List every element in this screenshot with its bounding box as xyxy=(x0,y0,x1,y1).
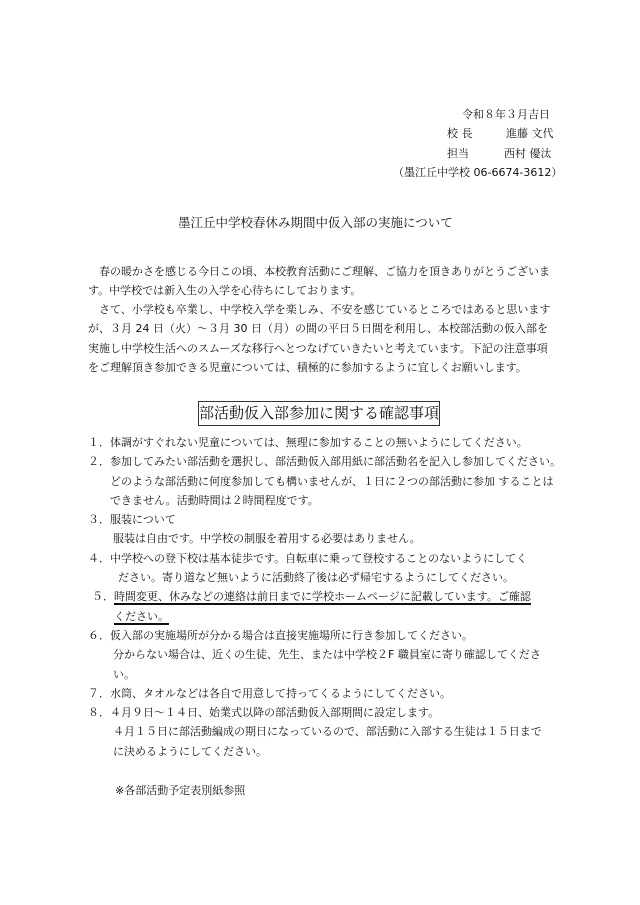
item-continuation: ださい。寄り道など無いように活動終了後は必ず帰宅するようにしてください。 xyxy=(118,571,514,585)
list-item xyxy=(88,433,564,452)
list-item xyxy=(88,703,564,761)
list-item xyxy=(92,587,564,626)
item-number: ３． xyxy=(88,513,110,527)
item-subtext: 服装は自由です。中学校の制服を着用する必要はありません。 xyxy=(113,532,421,546)
item-number: ６． xyxy=(88,628,110,642)
list-item xyxy=(88,684,564,703)
item-text: 体調がすぐれない児童については、無理に参加することの無いようにしてください。 xyxy=(110,436,528,449)
item-number: ７． xyxy=(88,686,110,700)
intro-paragraph-2: さて、小学校も卒業し、中学校入学を楽しみ、不安を感じているところではあると思いますが、３月 24 日（火）～３月 30 日（月）の間の平日５日間を利用し、本校部活動の仮入部を実施し中学校生活へのスムーズな移行へとつなげていきたいと考えています。下記の注意事項をご理解頂き参加できる児童については、積極的に参加するように宜しくお願いします。 xyxy=(88,303,551,374)
intro-paragraph-1: 春の暖かさを感じる今日この頃、本校教育活動にご理解、ご協力を頂きありがとうございます。中学校では新入生の入学を心待ちにしております。 xyxy=(88,265,550,298)
item-text: ４月９日～１４日、始業式以降の部活動仮入部期間に設定します。 xyxy=(110,706,440,720)
item-text: 参加してみたい部活動を選択し、部活動仮入部用紙に部活動名を記入し参加してください。どのような部活動に何度参加しても構いませんが、１日に２つの部活動に参加 することはできません。活動時間は２時間程度です。 xyxy=(110,455,561,507)
item-text: 水筒、タオルなどは各自で用意して持ってくるようにしてください。 xyxy=(110,686,451,700)
checklist xyxy=(88,433,564,761)
item-subtext: ４月１５日に部活動編成の期日になっているので、部活動に入部する生徒は１５日までに決めるようにしてください。 xyxy=(113,725,542,758)
list-item xyxy=(88,510,564,549)
item-number: ２． xyxy=(88,455,110,469)
item-text: 服装について xyxy=(110,513,176,527)
list-item xyxy=(88,549,564,588)
item-number: ８． xyxy=(88,706,110,720)
item-subtext: 分からない場合は、近くの生徒、先生、または中学校２F 職員室に寄り確認してください。 xyxy=(113,648,541,681)
school-phone: （墨江丘中学校 06-6674-3612） xyxy=(393,166,563,179)
principal-role: 校 長 xyxy=(447,127,473,140)
item-continuation: ください。 xyxy=(114,609,169,623)
item-continuation-wrap xyxy=(92,607,564,626)
section-heading: 部活動仮入部参加に関する確認事項 xyxy=(198,401,440,426)
principal-name: 進藤 文代 xyxy=(506,127,554,140)
item-text: 中学校への登下校は基本徒歩です。自転車に乗って登校することのないようにしてく xyxy=(110,551,528,565)
document-title: 墨江丘中学校春休み期間中仮入部の実施について xyxy=(178,215,453,230)
list-item xyxy=(88,452,564,510)
item-number: ５． xyxy=(92,590,114,604)
item-number: １． xyxy=(88,436,110,449)
reference-note: ※各部活動予定表別紙参照 xyxy=(115,784,246,797)
item-text: 仮入部の実施場所が分かる場合は直接実施場所に行き参加してください。 xyxy=(110,628,473,642)
date-line: 令和８年３月吉日 xyxy=(462,108,550,121)
contact-role: 担当 xyxy=(447,147,469,160)
list-item xyxy=(88,626,564,684)
item-text: 時間変更、休みなどの連絡は前日までに学校ホームページに記載しています。ご確認 xyxy=(114,590,531,604)
contact-name: 西村 優汰 xyxy=(504,147,552,160)
item-number: ４． xyxy=(88,551,110,565)
